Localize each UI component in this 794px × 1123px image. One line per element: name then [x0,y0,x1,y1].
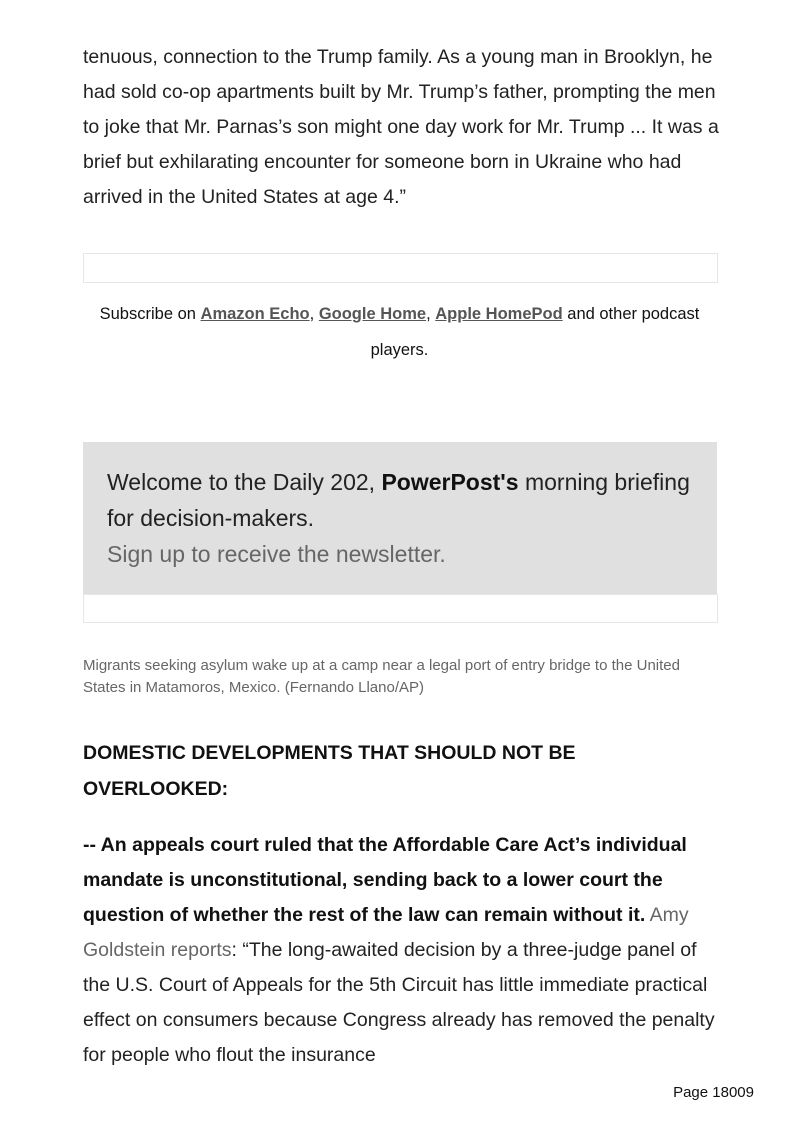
page-number: Page 18009 [673,1084,754,1101]
intro-paragraph: tenuous, connection to the Trump family. As a young man in Brooklyn, he had sold co-op apartments built by Mr. Trump’s father, prompting the men to joke that Mr. Parnas’s son might one day work for Mr. Trump ... It was a brief but exhilarating encounter for someone born in Ukraine who had arrived in the United States at age 4.” [83,46,719,208]
promo-text-after: morning briefing for decision-makers. [107,469,690,531]
separator: , [426,305,436,323]
image-placeholder [83,594,718,623]
embed-placeholder [83,253,718,283]
promo-brand: PowerPost's [381,469,519,495]
subscribe-line [83,296,716,368]
section-heading: DOMESTIC DEVELOPMENTS THAT SHOULD NOT BE OVERLOOKED: [83,742,576,800]
apple-homepod-link[interactable]: Apple HomePod [435,305,563,323]
article-paragraph [83,828,723,1073]
subscribe-prefix: Subscribe on [99,305,201,323]
newsletter-signup-link[interactable]: Sign up to receive the newsletter. [107,541,446,567]
photo-caption: Migrants seeking asylum wake up at a camp near a legal port of entry bridge to the United States in Matamoros, Mexico. (Fernando Llano/AP) [83,657,680,696]
separator: , [309,305,319,323]
newsletter-promo [83,442,717,594]
article-body: : “The long-awaited decision by a three-judge panel of the U.S. Court of Appeals for the 5th Circuit has little immediate practical effect on consumers because Congress already has removed the penalty for people who flout the insurance [83,939,715,1066]
subscribe-suffix: and other podcast players. [370,305,700,359]
author-link[interactable]: Amy Goldstein reports [83,904,689,961]
google-home-link[interactable]: Google Home [318,305,427,323]
article-lead: -- An appeals court ruled that the Affordable Care Act’s individual mandate is unconstitutional, sending back to a lower court the question of whether the rest of the law can remain without it. [83,834,687,926]
amazon-echo-link[interactable]: Amazon Echo [200,305,310,323]
promo-text-before: Welcome to the Daily 202, [107,469,382,495]
